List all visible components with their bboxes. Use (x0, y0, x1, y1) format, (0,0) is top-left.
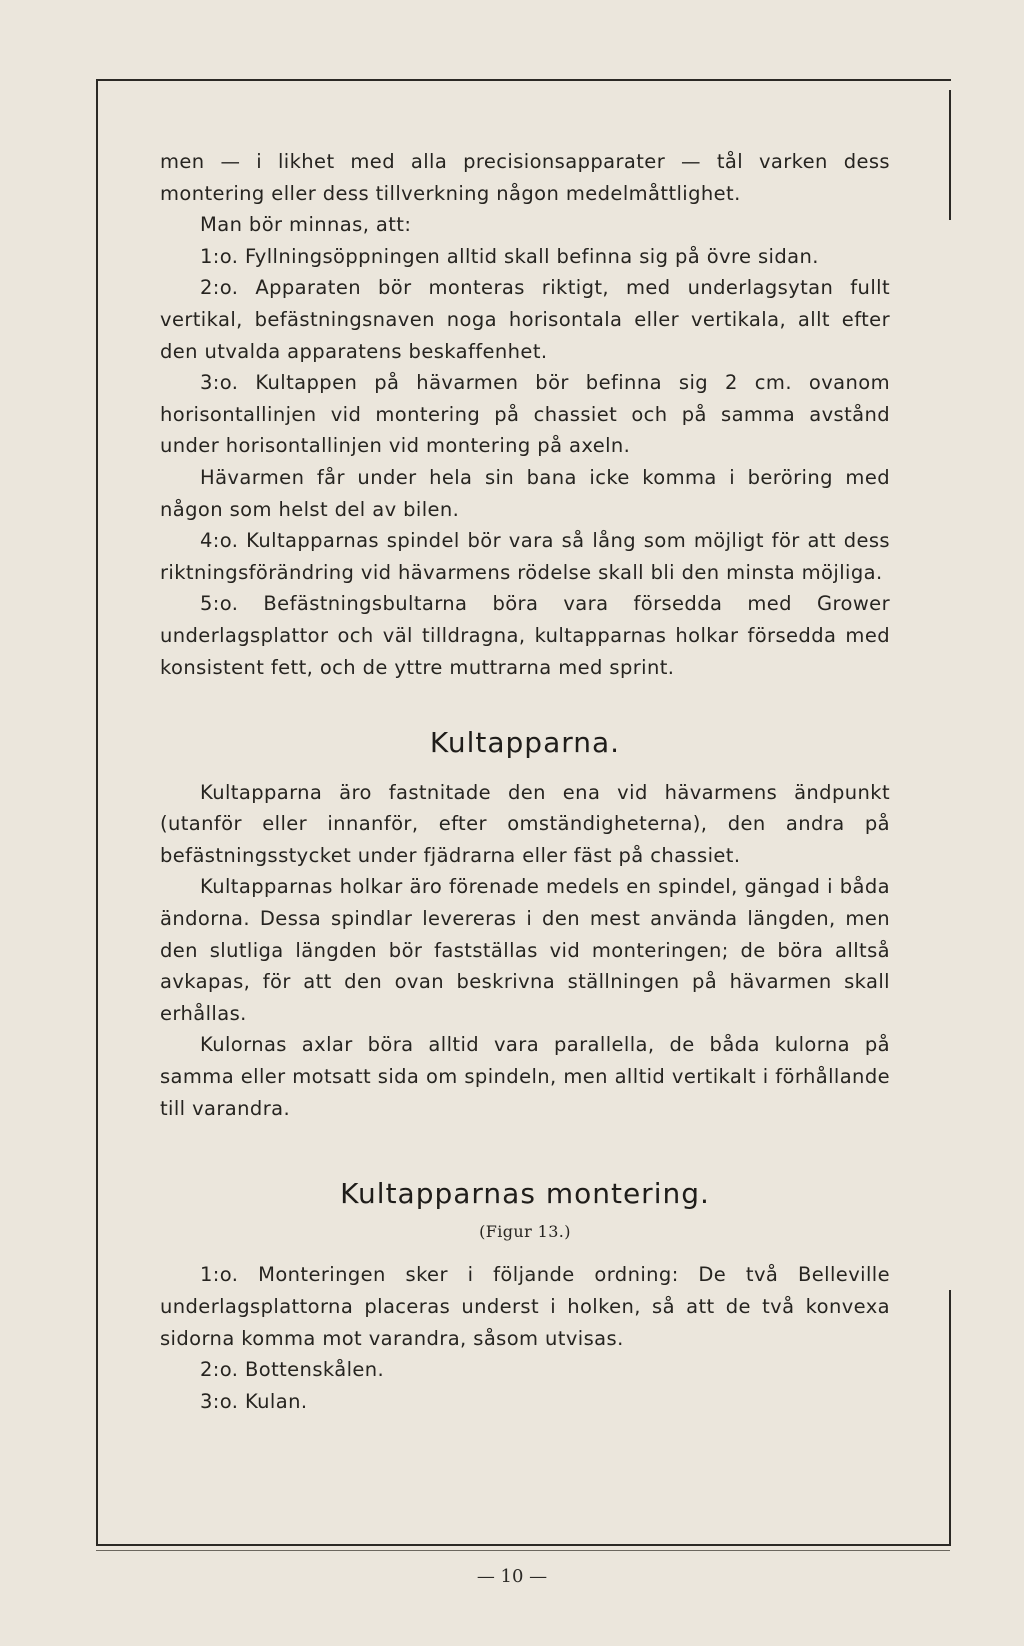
figure-caption: (Figur 13.) (479, 1221, 571, 1241)
page-content (160, 146, 890, 1417)
section-heading-kultapparna: Kultapparna. (429, 726, 621, 760)
list-item-3: 3:o. Kultappen på hävarmen bör befinna sig 2 cm. ovanom horisontallinjen vid montering på chassiet och på samma avstånd under horisontallinjen vid montering på axeln. (160, 371, 890, 458)
paragraph-body-3: Kulornas axlar böra alltid vara parallella, de båda kulorna på samma eller motsatt sida om spindeln, men alltid vertikalt i förhållande till varandra. (160, 1033, 890, 1120)
list-item-1: 1:o. Fyllningsöppningen alltid skall befinna sig på övre sidan. (200, 244, 819, 268)
list-item-4: 4:o. Kultapparnas spindel bör vara så lång som möjligt för att dess riktningsförändring vid hävarmens rödelse skall bli den minsta möjliga. (160, 529, 890, 584)
paragraph-intro: Man bör minnas, att: (200, 213, 412, 237)
frame-right-rule-lower (949, 1290, 951, 1546)
paragraph-continuation: men — i likhet med alla precisionsapparater — tål varken dess montering eller dess tillverkning någon medelmåttlighet. (160, 150, 890, 205)
montering-step-3: 3:o. Kulan. (200, 1389, 308, 1413)
frame-left-rule (96, 80, 98, 1546)
section-heading-montering: Kultapparnas montering. (340, 1177, 710, 1211)
paragraph-body-1: Kultapparna äro fastnitade den ena vid hävarmens ändpunkt (utanför eller innanför, efter omständigheterna), den andra på befästningsstycket under fjädrarna eller fäst på chassiet. (160, 780, 890, 867)
frame-bottom-rule (96, 1544, 950, 1546)
frame-bottom-thin-rule (96, 1550, 950, 1551)
list-item-5: 5:o. Befästningsbultarna böra vara försedda med Grower underlagsplattor och väl tilldragna, kultapparnas holkar försedda med konsistent fett, och de yttre muttrarna med sprint. (160, 592, 890, 679)
frame-right-rule-upper (949, 90, 951, 220)
montering-step-2: 2:o. Bottenskålen. (200, 1358, 385, 1382)
paragraph-body-2: Kultapparnas holkar äro förenade medels en spindel, gängad i båda ändorna. Dessa spindlar levereras i den mest använda längden, men den slutliga längden bör fastställas vid monteringen; de böra alltså avkapas, för att den ovan beskrivna ställningen på hävarmen skall erhållas. (160, 875, 890, 1025)
frame-top-rule (96, 79, 951, 81)
paragraph-note: Hävarmen får under hela sin bana icke komma i beröring med någon som helst del av bilen. (160, 465, 890, 521)
list-item-2: 2:o. Apparaten bör monteras riktigt, med underlagsytan fullt vertikal, befästningsnaven noga horisontala eller vertikala, allt efter den utvalda apparatens beskaffenhet. (160, 276, 890, 363)
montering-step-1: 1:o. Monteringen sker i följande ordning: De två Belleville underlagsplattorna placeras underst i holken, så att de två konvexa sidorna komma mot varandra, såsom utvisas. (160, 1263, 890, 1350)
page-number: — 10 — (476, 1566, 548, 1587)
